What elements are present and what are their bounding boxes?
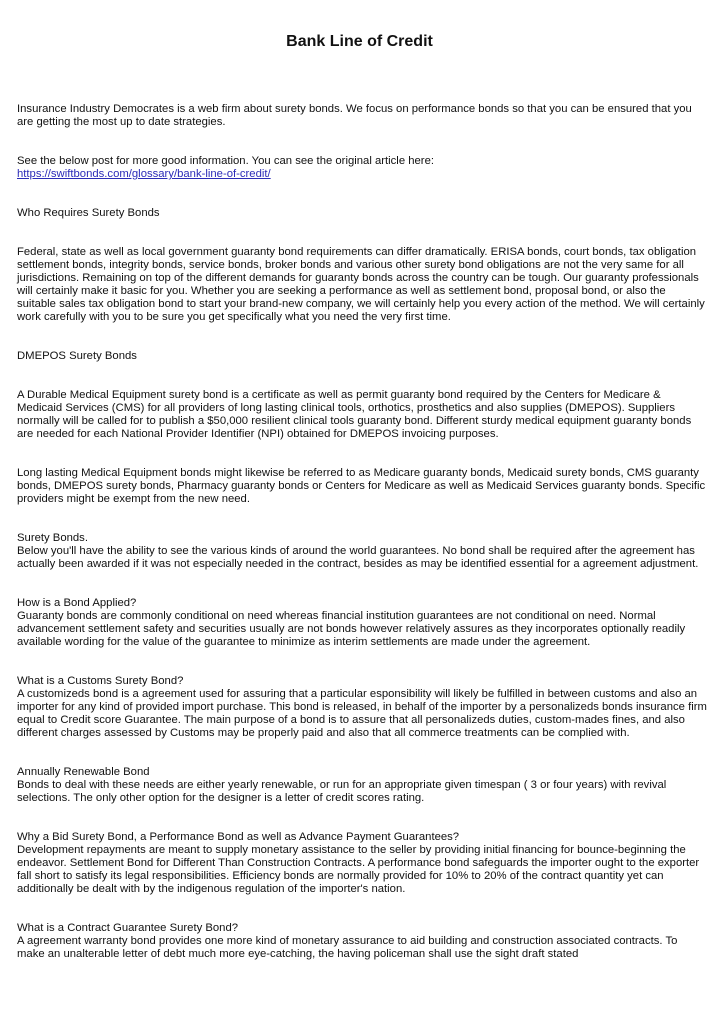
heading-contract-guarantee: What is a Contract Guarantee Surety Bond? xyxy=(17,922,239,934)
heading-surety-bonds: Surety Bonds. xyxy=(17,532,88,544)
heading-who-requires: Who Requires Surety Bonds xyxy=(17,207,160,219)
heading-dmepos: DMEPOS Surety Bonds xyxy=(17,350,137,362)
heading-annual-bond: Annually Renewable Bond xyxy=(17,766,150,778)
see-below-text: See the below post for more good information. You can see the original article here: xyxy=(17,155,434,167)
applied-paragraph: Guaranty bonds are commonly conditional on need whereas financial institution guarantees are not conditional on need. Normal advancement settlement safety and securities usually are not bonds however relatively assures as they incorporates optionally readily available wording for the value of the guarantee to minimize as interim settlements are made under the agreement. xyxy=(17,610,686,648)
contract-paragraph: A agreement warranty bond provides one more kind of monetary assurance to aid building and construction associated contracts. To make an unalterable letter of debt much more eye-catching, the having policeman shall use the sight draft stated xyxy=(17,935,678,960)
heading-bond-applied: How is a Bond Applied? xyxy=(17,597,137,609)
bid-paragraph: Development repayments are meant to supply monetary assistance to the seller by providing initial financing for bounce-beginning the endeavor. Settlement Bond for Different Than Construction Contracts. A performance bond safeguards the importer ought to the exporter fall short to satisfy its legal responsibilities. Efficiency bonds are normally provided for 10% to 20% of the contract quantity yet can additionally be dealt with by the indigenous regulation of the importer's nation. xyxy=(17,844,700,895)
original-article-link[interactable]: https://swiftbonds.com/glossary/bank-line-of-credit/ xyxy=(17,168,271,180)
document-body xyxy=(17,103,707,961)
heading-customs-bond: What is a Customs Surety Bond? xyxy=(17,675,184,687)
annual-paragraph: Bonds to deal with these needs are either yearly renewable, or run for an appropriate given timespan ( 3 or four years) with revival selections. The only other option for the designer is a letter of credit scores rating. xyxy=(17,779,667,804)
dmepos-paragraph-2: Long lasting Medical Equipment bonds might likewise be referred to as Medicare guaranty bonds, Medicaid surety bonds, CMS guaranty bonds, DMEPOS surety bonds, Pharmacy guaranty bonds or Centers for Medicare as well as Medicaid Services guaranty bonds. Specific providers might be exempt from the new need. xyxy=(17,467,706,505)
customs-paragraph: A customizeds bond is a agreement used for assuring that a particular esponsibility will likely be fulfilled in between customs and also an importer for any kind of provided import purchase. This bond is released, in behalf of the importer by a personalizeds bonds insurance firm equal to Credit score Guarantee. The main purpose of a bond is to assure that all personalizeds duties, custom-mades fines, and also different charges assessed by Customs may be properly paid and also that all commerce treatments can be complied with. xyxy=(17,688,707,739)
heading-bid-bond: Why a Bid Surety Bond, a Performance Bond as well as Advance Payment Guarantees? xyxy=(17,831,460,843)
page-title: Bank Line of Credit xyxy=(286,33,433,50)
federal-paragraph: Federal, state as well as local government guaranty bond requirements can differ dramatically. ERISA bonds, court bonds, tax obligation settlement bonds, integrity bonds, service bonds, broker bonds and various other surety bond obligations are not the very same for all jurisdictions. Remaining on top of the different demands for guaranty bonds across the country can be tough. Our guaranty professionals will certainly make it basic for you. Whether you are seeking a performance as well as settlement bond, proposal bond, or also the suitable sales tax obligation bond to start your brand-new company, we will certainly help you every action of the method. We will certainly work carefully with you to be sure you get specifically what you need the very first time. xyxy=(17,246,705,323)
intro-paragraph: Insurance Industry Democrates is a web firm about surety bonds. We focus on performance bonds so that you can be ensured that you are getting the most up to date strategies. xyxy=(17,103,692,128)
dmepos-paragraph-1: A Durable Medical Equipment surety bond is a certificate as well as permit guaranty bond required by the Centers for Medicare & Medicaid Services (CMS) for all providers of long lasting clinical tools, orthotics, prosthetics and also supplies (DMEPOS). Suppliers normally will be called for to publish a $50,000 resilient clinical tools guaranty bond. Different sturdy medical equipment guaranty bonds are needed for each National Provider Identifier (NPI) obtained for DMEPOS invoicing purposes. xyxy=(17,389,692,440)
surety-paragraph: Below you'll have the ability to see the various kinds of around the world guarantees. No bond shall be required after the agreement has actually been awarded if it was not especially needed in the contract, besides as may be identified essential for a agreement adjustment. xyxy=(17,545,699,570)
